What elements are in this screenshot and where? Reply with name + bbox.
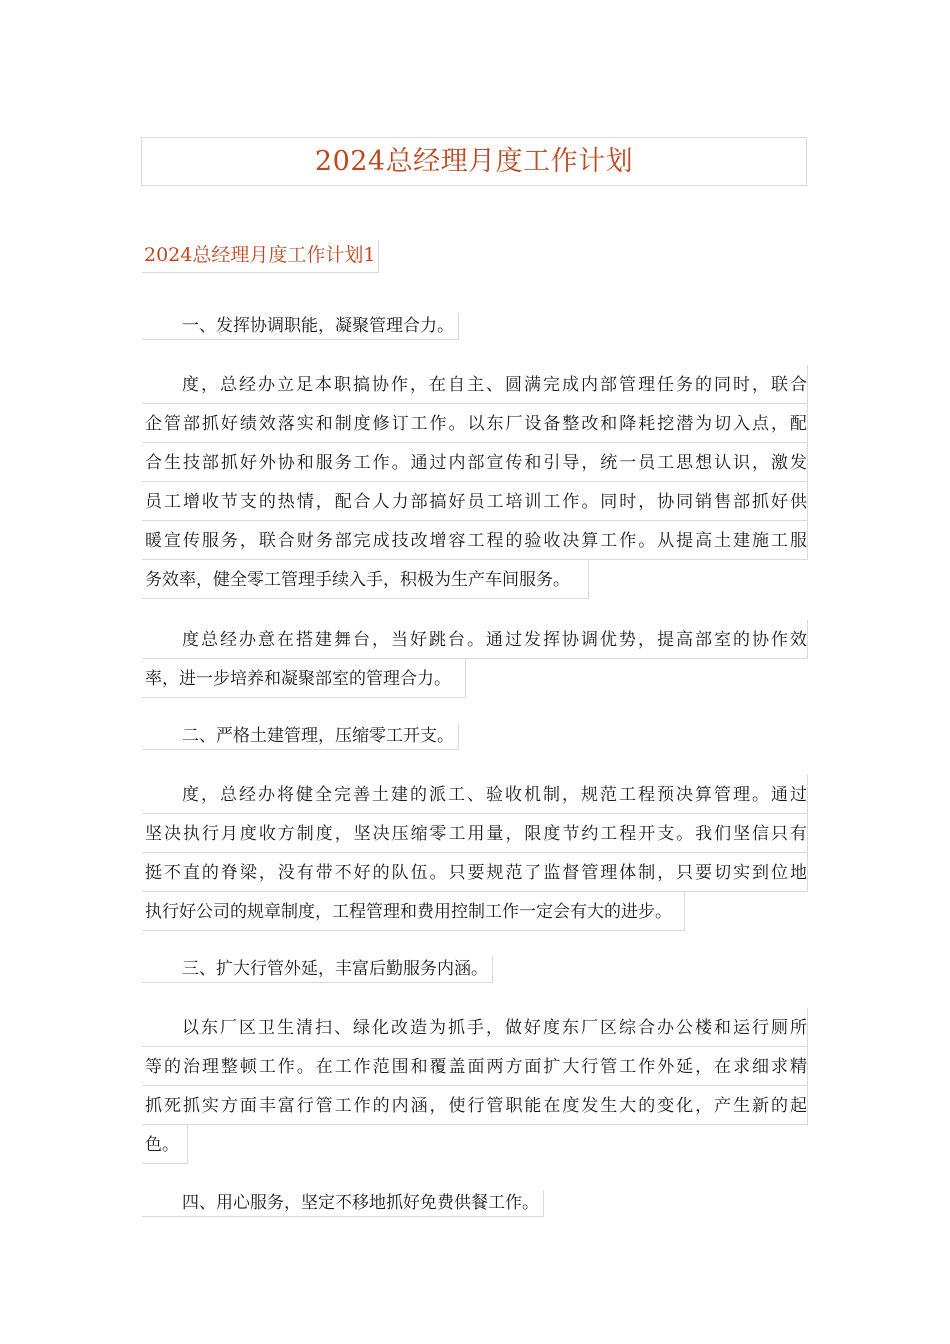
section-3-paragraph-1 <box>142 1008 808 1164</box>
section-1-paragraph-2 <box>142 620 808 698</box>
section-1-paragraph-1 <box>142 365 808 599</box>
document-title: 2024总经理月度工作计划 <box>314 146 634 177</box>
paragraph-line: 执行好公司的规章制度，工程管理和费用控制工作一定会有大的进步。 <box>142 892 685 931</box>
section-3 <box>142 956 808 983</box>
paragraph-line: 度总经办意在搭建舞台，当好跳台。通过发挥协调优势，提高部室的协作效 <box>142 620 808 659</box>
section-heading: 四、用心服务，坚定不移地抓好免费供餐工作。 <box>142 1190 544 1217</box>
section-heading: 三、扩大行管外延，丰富后勤服务内涵。 <box>142 956 493 983</box>
document-title-box <box>141 137 807 186</box>
paragraph-line: 以东厂区卫生清扫、绿化改造为抓手，做好度东厂区综合办公楼和运行厕所 <box>142 1008 808 1047</box>
paragraph-line: 暖宣传服务，联合财务部完成技改增容工程的验收决算工作。从提高土建施工服 <box>142 521 808 560</box>
paragraph-line: 抓死抓实方面丰富行管工作的内涵，使行管职能在度发生大的变化，产生新的起 <box>142 1086 808 1125</box>
paragraph-line: 合生技部抓好外协和服务工作。通过内部宣传和引导，统一员工思想认识，激发 <box>142 443 808 482</box>
paragraph-line: 率，进一步培养和凝聚部室的管理合力。 <box>142 659 466 698</box>
paragraph-line: 度，总经办立足本职搞协作，在自主、圆满完成内部管理任务的同时，联合 <box>142 365 808 404</box>
paragraph-line: 员工增收节支的热情，配合人力部搞好员工培训工作。同时，协同销售部抓好供 <box>142 482 808 521</box>
section-2-paragraph-1 <box>142 775 808 931</box>
section-1 <box>142 313 808 340</box>
section-heading: 二、严格土建管理，压缩零工开支。 <box>142 723 459 750</box>
paragraph-line: 企管部抓好绩效落实和制度修订工作。以东厂设备整改和降耗挖潜为切入点，配 <box>142 404 808 443</box>
section-2 <box>142 723 808 750</box>
paragraph-line: 务效率，健全零工管理手续入手，积极为生产车间服务。 <box>142 560 589 599</box>
section-4 <box>142 1190 808 1217</box>
paragraph-line: 挺不直的脊梁，没有带不好的队伍。只要规范了监督管理体制，只要切实到位地 <box>142 853 808 892</box>
paragraph-line: 度，总经办将健全完善土建的派工、验收机制，规范工程预决算管理。通过 <box>142 775 808 814</box>
document-subtitle: 2024总经理月度工作计划1 <box>142 240 379 273</box>
paragraph-line: 等的治理整顿工作。在工作范围和覆盖面两方面扩大行管工作外延，在求细求精 <box>142 1047 808 1086</box>
section-heading: 一、发挥协调职能，凝聚管理合力。 <box>142 313 459 340</box>
paragraph-line: 色。 <box>142 1125 188 1164</box>
paragraph-line: 坚决执行月度收方制度，坚决压缩零工用量，限度节约工程开支。我们坚信只有 <box>142 814 808 853</box>
